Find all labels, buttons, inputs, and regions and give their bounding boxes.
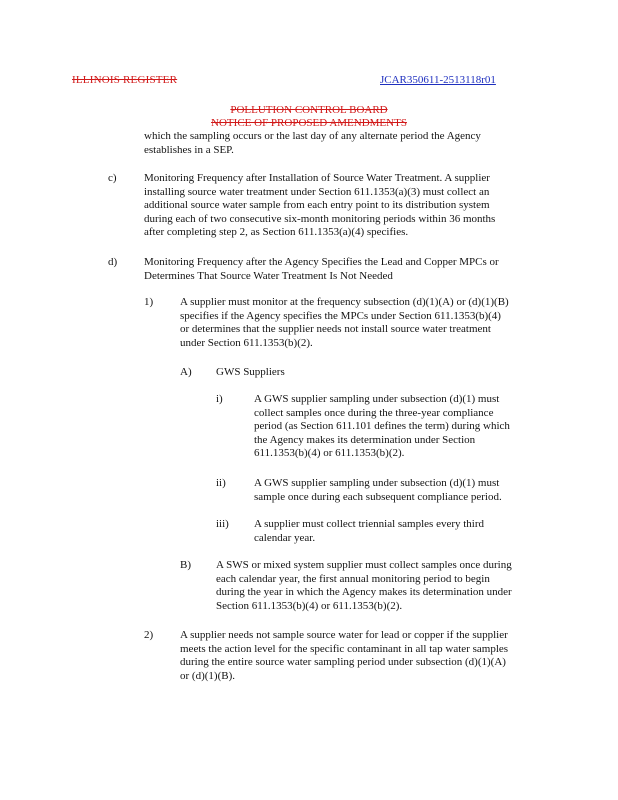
- subsection-label-c: c): [108, 172, 117, 184]
- intro-paragraph: [144, 130, 481, 157]
- text-line: A GWS supplier sampling under subsection (d)(1) must: [254, 393, 500, 405]
- paragraph-1-text: [180, 296, 509, 350]
- text-line: Monitoring Frequency after Installation of Source Water Treatment. A supplier: [144, 172, 490, 184]
- text-line: or (d)(1)(B).: [180, 669, 235, 682]
- paragraph-label-1: 1): [144, 296, 154, 308]
- subparagraph-A-heading: GWS Suppliers: [216, 366, 285, 378]
- subparagraph-label-B: B): [180, 559, 191, 571]
- text-line: Monitoring Frequency after the Agency Specifies the Lead and Copper MPCs or: [144, 256, 499, 268]
- text-line: installing source water treatment under Section 611.1353(a)(3) must collect an: [144, 185, 490, 198]
- intro-line: establishes in a SEP.: [144, 143, 234, 156]
- intro-line: which the sampling occurs or the last day of any alternate period the Agency: [144, 130, 481, 142]
- subdivision-i-text: [254, 393, 510, 461]
- text-line: sample once during each subsequent compliance period.: [254, 490, 502, 503]
- text-line: collect samples once during the three-year compliance: [254, 406, 494, 419]
- text-line: the Agency makes its determination under Section: [254, 433, 476, 446]
- text-line: period (as Section 611.101 defines the term) during which: [254, 420, 510, 433]
- subsection-d-heading: [144, 256, 499, 283]
- register-header: ILLINOIS REGISTER: [72, 74, 178, 86]
- text-line: specifies if the Agency specifies the MPCs under Section 611.1353(b)(4): [180, 309, 501, 322]
- text-line: during the year in which the Agency makes its determination under: [216, 586, 512, 599]
- text-line: additional source water sample from each entry point to its distribution system: [144, 199, 490, 212]
- subsection-c-text: [144, 172, 495, 240]
- text-line: during the entire source water sampling period under subsection (d)(1)(A): [180, 656, 506, 669]
- text-line: A GWS supplier sampling under subsection (d)(1) must: [254, 477, 500, 489]
- text-line: A supplier must monitor at the frequency subsection (d)(1)(A) or (d)(1)(B): [180, 296, 509, 308]
- text-line: A supplier needs not sample source water for lead or copper if the supplier: [180, 629, 508, 641]
- text-line: or determines that the supplier needs not install source water treatment: [180, 323, 491, 336]
- subdivision-label-i: i): [216, 393, 223, 405]
- subdivision-label-iii: iii): [216, 518, 229, 530]
- text-line: under Section 611.1353(b)(2).: [180, 336, 313, 349]
- paragraph-2-text: [180, 629, 508, 683]
- text-line: during each of two consecutive six-month monitoring periods within 36 months: [144, 212, 496, 225]
- jcar-reference: JCAR350611-2513118r01: [380, 74, 496, 86]
- board-title: POLLUTION CONTROL BOARD: [230, 104, 388, 116]
- subparagraph-B-text: [216, 559, 512, 613]
- text-line: calendar year.: [254, 531, 316, 544]
- text-line: after completing step 2, as Section 611.1353(a)(4) specifies.: [144, 226, 409, 239]
- text-line: A supplier must collect triennial samples every third: [254, 518, 485, 530]
- text-line: meets the action level for the specific contaminant in all tap water samples: [180, 642, 509, 655]
- text-line: 611.1353(b)(4) or 611.1353(b)(2).: [254, 447, 405, 460]
- subdivision-label-ii: ii): [216, 477, 226, 489]
- subdivision-iii-text: [254, 518, 484, 545]
- text-line: Section 611.1353(b)(4) or 611.1353(b)(2).: [216, 599, 403, 612]
- notice-title: NOTICE OF PROPOSED AMENDMENTS: [211, 117, 407, 129]
- text-line: each calendar year, the first annual monitoring period to begin: [216, 572, 490, 585]
- text-line: A SWS or mixed system supplier must collect samples once during: [216, 559, 512, 571]
- subparagraph-label-A: A): [180, 366, 192, 378]
- text-line: Determines That Source Water Treatment Is Not Needed: [144, 269, 393, 282]
- paragraph-label-2: 2): [144, 629, 154, 641]
- subdivision-ii-text: [254, 477, 502, 504]
- subsection-label-d: d): [108, 256, 118, 268]
